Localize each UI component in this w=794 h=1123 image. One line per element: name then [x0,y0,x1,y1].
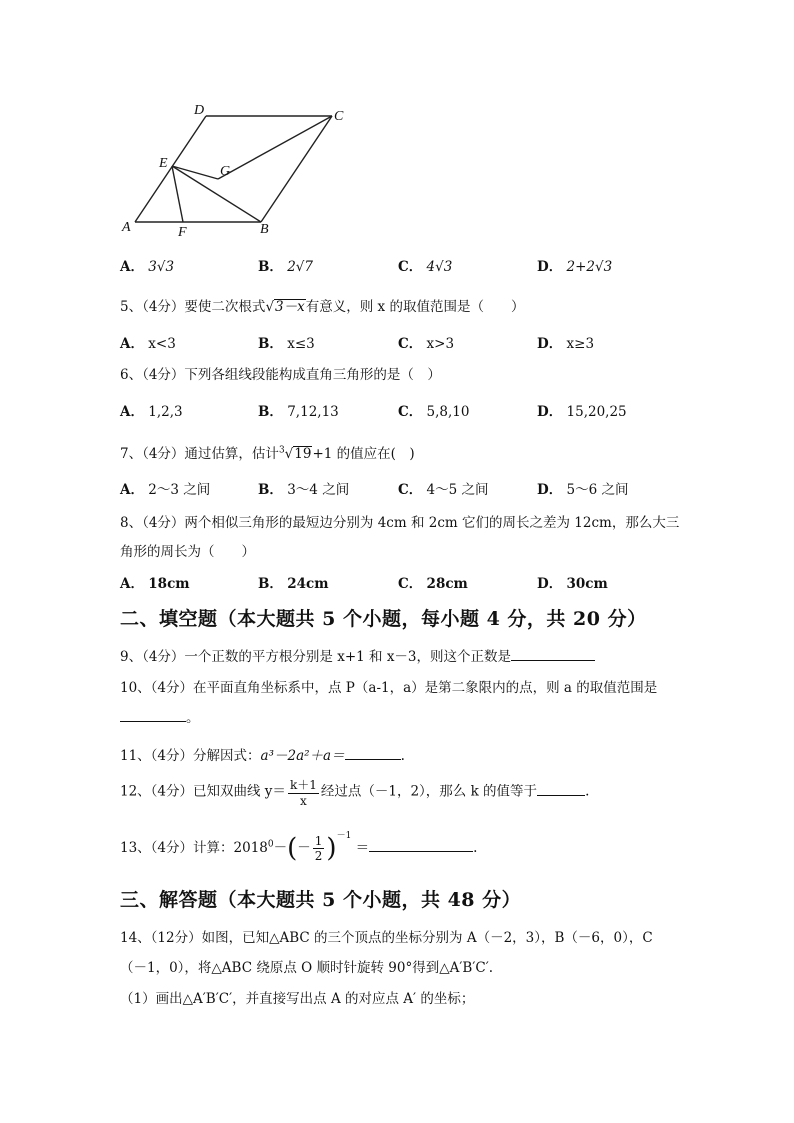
q9-answer-blank[interactable] [511,648,595,661]
q4-option-c[interactable]: C． 4√3 [398,259,453,275]
question-10-line-1: 10、（4分）在平面直角坐标系中，点 P（a-1，a）是第二象限内的点，则 a 的取值范围是 [120,680,658,696]
point-label-e: E [159,156,168,171]
q10-answer-blank[interactable] [120,709,186,722]
q7-option-b[interactable]: B． 3～4 之间 [258,482,350,498]
q5-option-d[interactable]: D． x≥3 [537,336,595,352]
question-12: 12、（4分）已知双曲线 y＝ $\frac{k+1}{x}$ 经过点（－1，2），那么 k 的值等于 . [120,778,590,808]
point-label-d: D [194,103,205,118]
q13-answer-blank[interactable] [369,839,473,852]
q12-answer-blank[interactable] [537,783,585,796]
q7-option-a[interactable]: A． 2～3 之间 [120,482,211,498]
section-2-heading: 二、填空题（本大题共 5 个小题，每小题 4 分，共 20 分） [120,608,647,630]
question-6: 6、（4分）下列各组线段能构成直角三角形的是（ ） [120,367,441,383]
question-5: 5、（4分）要使二次根式√3－x有意义，则 x 的取值范围是（ ） [120,299,525,315]
point-label-g: G [220,164,231,179]
q8-option-a[interactable]: A． 18cm [120,576,190,592]
question-14-line-3: （1）画出△A′B′C′，并直接写出点 A 的对应点 A′ 的坐标； [120,991,475,1007]
question-13: 13、（4分）计算：$2018^0-(-$ $\frac{1}{2}$ )$^{-1}$ ＝ . [120,831,478,864]
q5-option-a[interactable]: A． x<3 [120,336,176,352]
section-3-heading: 三、解答题（本大题共 5 个小题，共 48 分） [120,889,522,911]
point-label-f: F [178,225,187,240]
q8-option-d[interactable]: D． 30cm [537,576,608,592]
q6-option-a[interactable]: A． 1,2,3 [120,404,183,420]
question-9: 9、（4分）一个正数的平方根分别是 x+1 和 x－3，则这个正数是 [120,645,595,665]
q7-option-c[interactable]: C． 4～5 之间 [398,482,489,498]
q7-option-d[interactable]: D． 5～6 之间 [537,482,629,498]
q5-option-b[interactable]: B． x≤3 [258,336,315,352]
point-label-c: C [334,109,344,124]
question-11: 11、（4分）分解因式：a³－2a²＋a＝ . [120,748,405,764]
q8-option-b[interactable]: B． 24cm [258,576,329,592]
question-14-line-1: 14、（12分）如图，已知△ABC 的三个顶点的坐标分别为 A（－2，3），B（－6，0），C [120,930,653,946]
point-label-a: A [122,220,131,235]
q11-answer-blank[interactable] [345,747,401,760]
question-8-line-2: 角形的周长为（ ） [120,544,255,560]
q4-option-d[interactable]: D． 2+2√3 [537,259,613,275]
question-7: 7、（4分）通过估算，估计$^3$√19+1 的值应在( ) [120,445,415,462]
q4-option-b[interactable]: B． 2√7 [258,259,313,275]
q6-option-d[interactable]: D． 15,20,25 [537,404,627,420]
q4-option-a[interactable]: A． 3√3 [120,259,175,275]
question-10-line-2: 。 [120,706,200,726]
q6-option-c[interactable]: C． 5,8,10 [398,404,470,420]
question-8-line-1: 8、（4分）两个相似三角形的最短边分别为 4cm 和 2cm 它们的周长之差为 12cm，那么大三 [120,515,680,531]
q6-option-b[interactable]: B． 7,12,13 [258,404,339,420]
question-14-line-2: （－1，0），将△ABC 绕原点 O 顺时针旋转 90°得到△A′B′C′. [120,960,494,976]
q5-option-c[interactable]: C． x>3 [398,336,455,352]
parallelogram-figure [118,100,358,240]
point-label-b: B [260,222,269,237]
q8-option-c[interactable]: C． 28cm [398,576,468,592]
